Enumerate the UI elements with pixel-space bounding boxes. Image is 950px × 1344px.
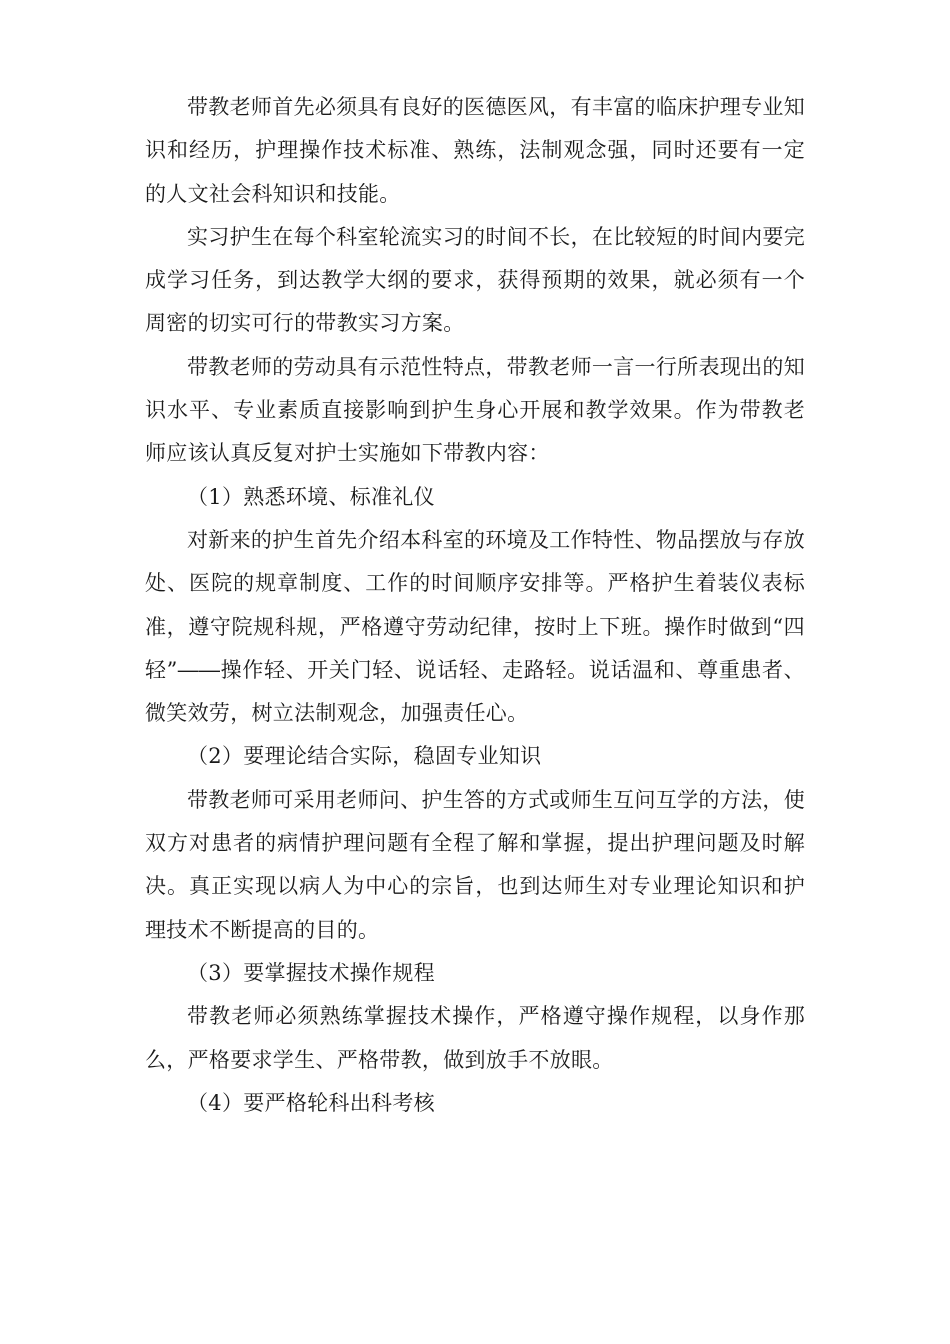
paragraph-internship-plan: 实习护生在每个科室轮流实习的时间不长，在比较短的时间内要完成学习任务，到达教学大纲的要求，获得预期的效果，就必须有一个周密的切实可行的带教实习方案。: [145, 224, 805, 336]
section-heading-3: （3）要掌握技术操作规程: [187, 960, 435, 985]
paragraph-teacher-role: 带教老师的劳动具有示范性特点，带教老师一言一行所表现出的知识水平、专业素质直接影响到护生身心开展和教学效果。作为带教老师应该认真反复对护士实施如下带教内容：: [145, 354, 805, 466]
section-heading-2: （2）要理论结合实际，稳固专业知识: [187, 744, 542, 769]
section-heading-1: （1）熟悉环境、标准礼仪: [187, 484, 435, 509]
section-body-3: 带教老师必须熟练掌握技术操作，严格遵守操作规程，以身作那么，严格要求学生、严格带教，做到放手不放眼。: [145, 1004, 805, 1072]
paragraph-teacher-qualifications: 带教老师首先必须具有良好的医德医风，有丰富的临床护理专业知识和经历，护理操作技术标准、熟练，法制观念强，同时还要有一定的人文社会科知识和技能。: [145, 95, 805, 206]
section-heading-4: （4）要严格轮科出科考核: [187, 1090, 435, 1115]
document-body: [145, 86, 805, 1125]
section-body-1: 对新来的护生首先介绍本科室的环境及工作特性、物品摆放与存放处、医院的规章制度、工作的时间顺序安排等。严格护生着装仪表标准，遵守院规科规，严格遵守劳动纪律，按时上下班。操作时做到“四轻”――操作轻、开关门轻、说话轻、走路轻。说话温和、尊重患者、微笑效劳，树立法制观念，加强责任心。: [145, 527, 805, 726]
section-body-2: 带教老师可采用老师问、护生答的方式或师生互问互学的方法，使双方对患者的病情护理问题有全程了解和掌握，提出护理问题及时解决。真正实现以病人为中心的宗旨，也到达师生对专业理论知识和护理技术不断提高的目的。: [145, 787, 805, 942]
